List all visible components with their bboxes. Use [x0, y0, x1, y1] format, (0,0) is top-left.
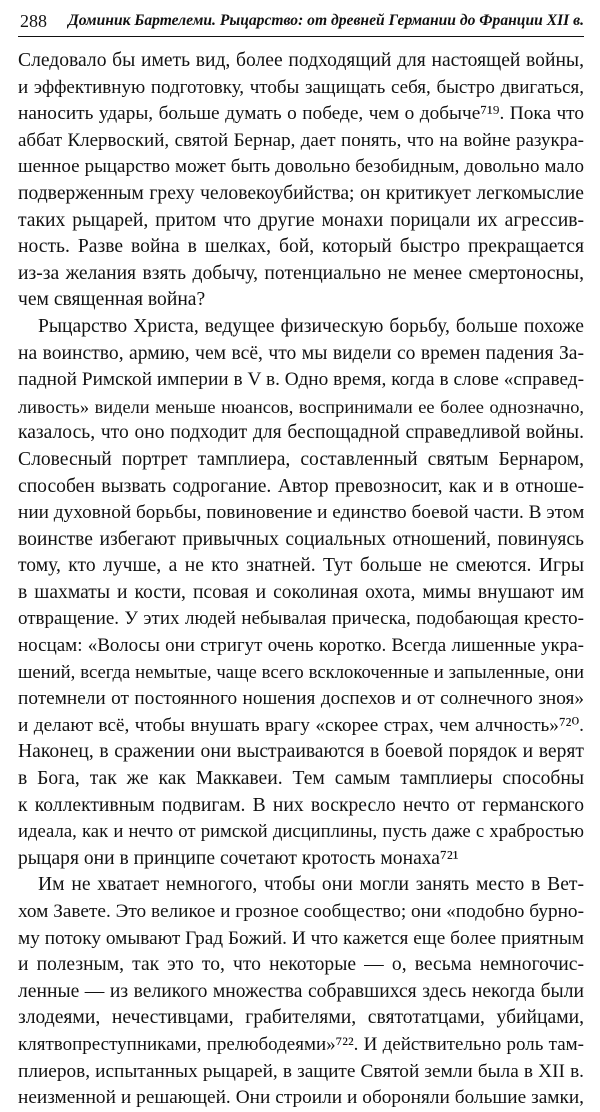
text-line: ливость» видели меньше нюансов, воспринимали ее более однозначно,: [18, 396, 584, 417]
text-line: подверженным греху человекоубийства; он критикует легкомыслие: [18, 182, 584, 204]
text-line: Им не хватает немногого, чтобы они могли занять место в Вет-: [38, 874, 584, 896]
text-line: Следовало бы иметь вид, более подходящий для настоящей войны,: [18, 50, 584, 71]
text-line: неизменной и решающей. Они строили и обороняли большие замки,: [18, 1087, 584, 1109]
text-line: падной Римской империи в V в. Одно время, когда в слове «справед-: [18, 369, 584, 391]
text-line: в Бога, так же как Маккавеи. Тем самым тамплиеры способны: [18, 768, 584, 790]
header-rule: [18, 36, 584, 37]
text-line: к коллективным подвигам. В них воскресло нечто от германского: [18, 794, 584, 816]
text-line: злодеями, нечестивцами, грабителями, святотатцами, убийцами,: [18, 1007, 584, 1029]
text-line: Рыцарство Христа, ведущее физическую борьбу, больше похоже: [38, 315, 584, 337]
text-line: и делают всё, чтобы внушать врагу «скорее страх, чем алчность»⁷²⁰.: [18, 714, 584, 736]
text-line: Наконец, в сражении они выстраиваются в боевой порядок и верят: [18, 741, 584, 763]
text-line: чем священная война?: [18, 289, 206, 311]
text-line: шений, всегда немытые, чаще всего всклокоченные и запыленные, они: [18, 661, 584, 683]
text-line: плиеров, испытанных рыцарей, в защите Святой земли была в XII в.: [18, 1060, 584, 1082]
text-line: хом Завете. Это великое и грозное сообщество; они «подобно бурно-: [18, 901, 584, 922]
text-line: ность. Разве война в шелках, бой, который быстро прекращается: [18, 236, 584, 258]
text-line: идеала, как и нечто от римской дисциплины, пусть даже с храбростью: [18, 821, 584, 843]
text-line: потемнели от постоянного ношения доспехов и от солнечного зноя»: [18, 688, 584, 710]
text-line: и полезным, так это то, что некоторые — о, весьма немногочис-: [18, 954, 584, 976]
text-line: из-за желания взять добычу, потенциально не менее смертоносны,: [18, 262, 584, 284]
text-line: в шахматы и кости, псовая и соколиная охота, мимы внушают им: [18, 581, 584, 603]
text-line: ленные — из великого множества собравшихся здесь некогда были: [18, 980, 584, 1002]
page-number: 288: [20, 11, 47, 31]
text-line: клятвопреступниками, прелюбодеями»⁷²². И действительно роль там-: [18, 1033, 584, 1055]
text-line: тому, кто лучше, а не кто знатней. Тут больше не смеются. Игры: [18, 555, 584, 577]
text-line: способен вызвать содрогание. Автор превозносит, как и в отноше-: [18, 475, 584, 497]
text-line: казалось, что оно подходит для беспощадной справедливой войны.: [18, 422, 584, 444]
text-line: на воинство, армию, чем всё, что мы видели со времен падения За-: [18, 342, 584, 364]
text-line: Словесный портрет тамплиера, составленный святым Бернаром,: [18, 448, 584, 470]
text-line: и эффективную подготовку, чтобы защищать себя, быстро двигаться,: [18, 76, 584, 98]
text-line: му потоку омывают Град Божий. И что кажется еще более приятным: [18, 927, 584, 949]
text-line: аббат Клервоский, святой Бернар, дает понять, что на войне разукра-: [18, 129, 584, 151]
text-line: рыцаря они в принципе сочетают кротость монаха⁷²¹: [18, 847, 459, 869]
text-line: отвращение. У этих людей небывалая прическа, подобающая кресто-: [18, 608, 584, 630]
body-text: [18, 48, 584, 1112]
running-title: Доминик Бартелеми. Рыцарство: от древней Германии до Франции XII в.: [68, 12, 584, 29]
text-line: воинстве избегают привычных социальных отношений, повинуясь: [18, 528, 584, 550]
page-header: [18, 10, 584, 32]
text-line: носцам: «Волосы они стригут очень коротко. Всегда лишенные укра-: [18, 635, 584, 657]
text-line: таких рыцарей, притом что другие монахи порицали их агрессив-: [18, 209, 584, 231]
text-line: наносить удары, больше думать о победе, чем о добыче⁷¹⁹. Пока что: [18, 103, 584, 125]
text-line: нии духовной борьбы, повиновение и единство боевой части. В этом: [18, 502, 584, 524]
text-line: шенное рыцарство может быть довольно безобидным, довольно мало: [18, 156, 584, 178]
